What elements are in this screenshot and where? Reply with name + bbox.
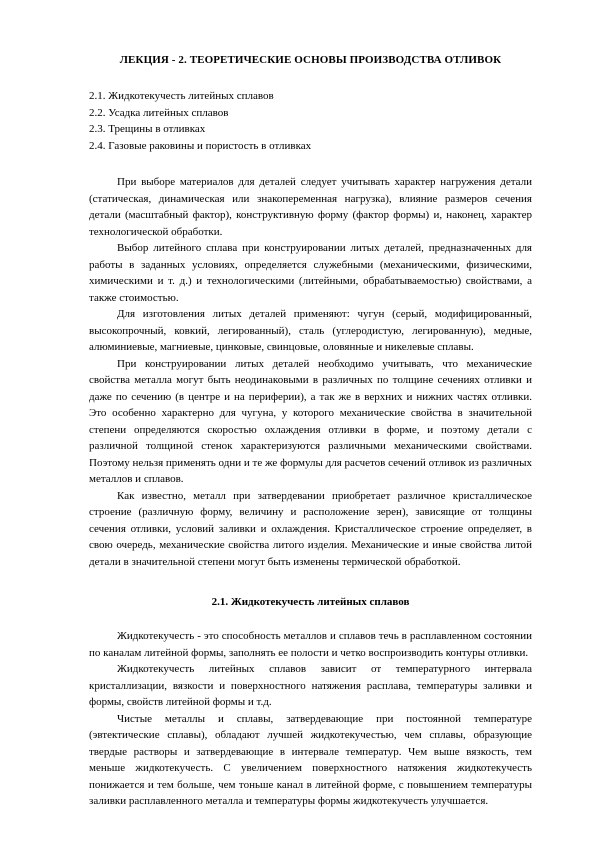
paragraph: Жидкотекучесть литейных сплавов зависит от температурного интервала кристаллизации, вязкости и поверхностного натяжения расплава, температуры заливки и формы, свойств литейной формы и т.д. <box>89 663 532 708</box>
toc-item: 2.4. Газовые раковины и пористость в отливках <box>89 139 312 152</box>
table-of-contents <box>89 88 532 154</box>
toc-item: 2.3. Трещины в отливках <box>89 123 206 135</box>
paragraph: При выборе материалов для деталей следует учитывать характер нагружения детали (статическая, динамическая или знакопеременная нагрузка), влияние размеров сечения детали (масштабный фактор), конструктивную форму (фактор формы) и, наконец, характер технологической обработки. <box>89 176 532 238</box>
lecture-title: ЛЕКЦИЯ - 2. ТЕОРЕТИЧЕСКИЕ ОСНОВЫ ПРОИЗВОДСТВА ОТЛИВОК <box>119 54 502 66</box>
paragraph: При конструировании литых деталей необходимо учитывать, что механические свойства металла могут быть неодинаковыми в различных по толщине сечениях отливки и даже по сечению (в центре и на периферии), а так же в верхних и нижних частях отливки. Это особенно характерно для чугуна, у которого механические свойства в значительной степени определяются скоростью охлаждения отливки в форме, и поэтому детали с различной толщиной стенок характеризуются различными механическими свойствами. Поэтому нельзя применять одни и те же формулы для расчетов сечений отливок из различных металлов и сплавов. <box>89 357 532 485</box>
section-heading: 2.1. Жидкотекучесть литейных сплавов <box>211 596 410 608</box>
paragraph: Как известно, металл при затвердевании приобретает различное кристаллическое строение (различную форму, величину и расположение зерен), зависящие от толщины сечения отливки, условий заливки и охлаждения. Кристаллическое строение определяет, в свою очередь, механические свойства литого изделия. Механические и иные свойства литой детали в значительной степени могут быть изменены термической обработкой. <box>89 489 532 568</box>
fluidity-section <box>89 628 532 810</box>
toc-item: 2.2. Усадка литейных сплавов <box>89 106 229 119</box>
paragraph: Выбор литейного сплава при конструировании литых деталей, предназначенных для работы в заданных условиях, определяется служебными (механическими, физическими, химическими и т. д.) и технологическими (литейными, обрабатываемостью) свойствами, а также стоимостью. <box>89 242 532 304</box>
intro-section <box>89 174 532 570</box>
paragraph: Чистые металлы и сплавы, затвердевающие при постоянной температуре (эвтектические сплавы), обладают лучшей жидкотекучестью, чем сплавы, образующие твердые растворы и затвердевающие в интервале температур. Чем выше вязкость, тем меньше жидкотекучесть. С увеличением поверхностного натяжения жидкотекучесть понижается и тем больше, чем тоньше канал в литейной форме, с повышением температуры заливки расплавленного металла и температуры формы жидкотекучесть улучшается. <box>89 712 532 807</box>
paragraph: Жидкотекучесть - это способность металлов и сплавов течь в расплавленном состоянии по каналам литейной формы, заполнять ее полости и четко воспроизводить контуры отливки. <box>89 630 532 659</box>
paragraph: Для изготовления литых деталей применяют: чугун (серый, модифицированный, высокопрочный, ковкий, легированный), сталь (углеродистую, легированную), медные, алюминиевые, магниевые, цинковые, свинцовые, оловянные и никелевые сплавы. <box>89 308 532 353</box>
toc-item: 2.1. Жидкотекучесть литейных сплавов <box>89 90 274 102</box>
